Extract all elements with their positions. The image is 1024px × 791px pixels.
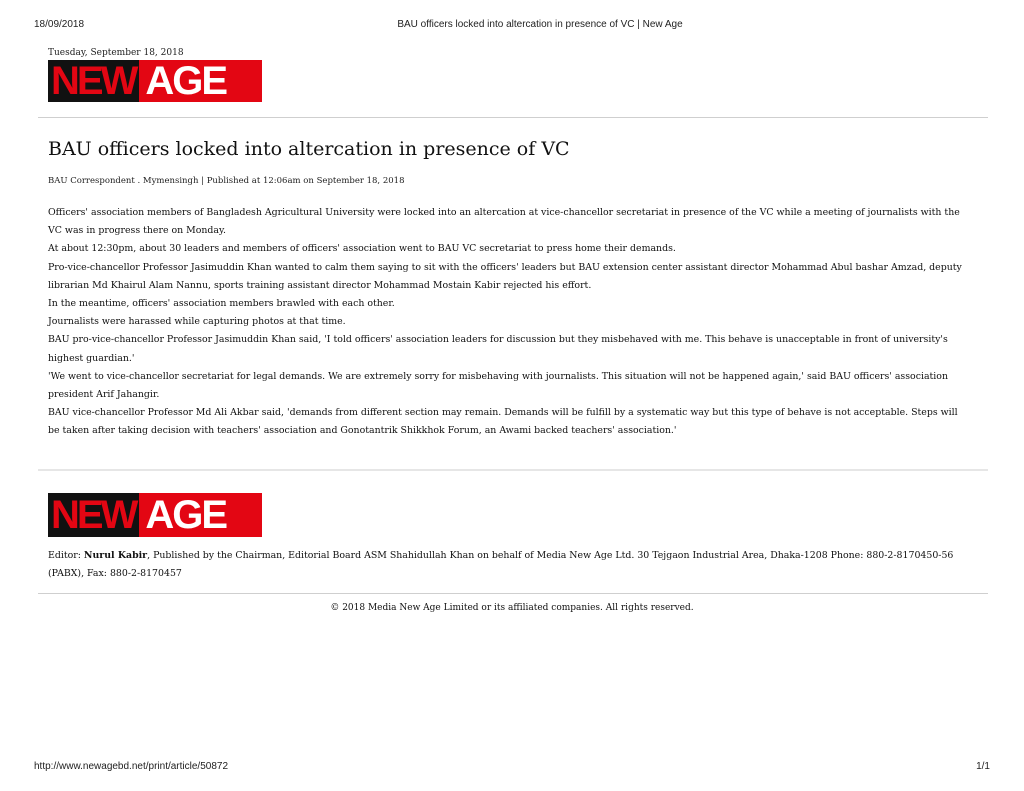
article-body [48,204,968,441]
article-paragraph: Officers' association members of Bangladesh Agricultural University were locked into an altercation at vice-chancellor secretariat in presence of the VC while a meeting of journalists with the VC was in progress there on Monday. [48,207,960,237]
article-paragraph: BAU pro-vice-chancellor Professor Jasimuddin Khan said, 'I told officers' association leaders for discussion but they misbehaved with me. This behave is unacceptable in front of university's highest guardian.' [48,334,948,364]
footer-divider [38,469,988,471]
print-page-number: 1/1 [976,761,990,772]
publisher-text: , Published by the Chairman, Editorial Board ASM Shahidullah Khan on behalf of Media New Age Ltd. 30 Tejgaon Industrial Area, Dhaka-1208 Phone: 880-2-8170450-56 (PABX), Fax: 880-2-8170457 [48,550,954,580]
article-paragraph: Journalists were harassed while capturing photos at that time. [48,316,346,328]
print-header [0,19,1024,33]
logo-new-text: NEW [48,60,139,102]
header-divider [38,117,988,118]
print-page-title: BAU officers locked into altercation in presence of VC | New Age [397,19,683,30]
article-paragraph: Pro-vice-chancellor Professor Jasimuddin Khan wanted to calm them saying to sit with the officers' leaders but BAU extension center assistant director Mohammad Abul bashar Amzad, deputy librarian Md Khairul Alam Nannu, sports training assistant director Mohammad Mostain Kabir rejected his effort. [48,261,962,291]
article-paragraph: 'We went to vice-chancellor secretariat for legal demands. We are extremely sorry for misbehaving with journalists. This situation will not be happened again,' said BAU officers' association president Arif Jahangir. [48,370,948,401]
copyright-text: © 2018 Media New Age Limited or its affiliated companies. All rights reserved. [330,603,694,613]
print-date: 18/09/2018 [34,19,85,30]
print-url[interactable]: http://www.newagebd.net/print/article/50872 [34,761,229,772]
copyright-divider [38,593,988,594]
article-title: BAU officers locked into altercation in presence of VC [48,138,570,160]
masthead-date: Tuesday, September 18, 2018 [48,48,184,58]
logo-age-text: AGE [145,60,227,102]
article-paragraph: In the meantime, officers' association members brawled with each other. [48,298,395,310]
article-byline: BAU Correspondent . Mymensingh | Published at 12:06am on September 18, 2018 [48,176,405,186]
footer-newage-logo[interactable] [48,493,262,537]
article-paragraph: At about 12:30pm, about 30 leaders and members of officers' association went to BAU VC secretariat to press home their demands. [48,243,676,255]
editor-info [48,547,968,583]
newage-logo[interactable] [48,60,262,102]
article-paragraph: BAU vice-chancellor Professor Md Ali Akbar said, 'demands from different section may remain. Demands will be fulfill by a systematic way but this type of behave is not acceptable. Steps will be taken after taking decision with teachers' association and Gonotantrik Shikkhok Forum, an Awami backed teachers' association.' [48,407,958,437]
editor-label: Editor: [48,550,84,561]
print-footer [0,761,1024,775]
footer-logo-age-text: AGE [145,493,227,537]
footer-logo-new-text: NEW [48,493,139,537]
editor-name: Nurul Kabir [83,550,148,561]
